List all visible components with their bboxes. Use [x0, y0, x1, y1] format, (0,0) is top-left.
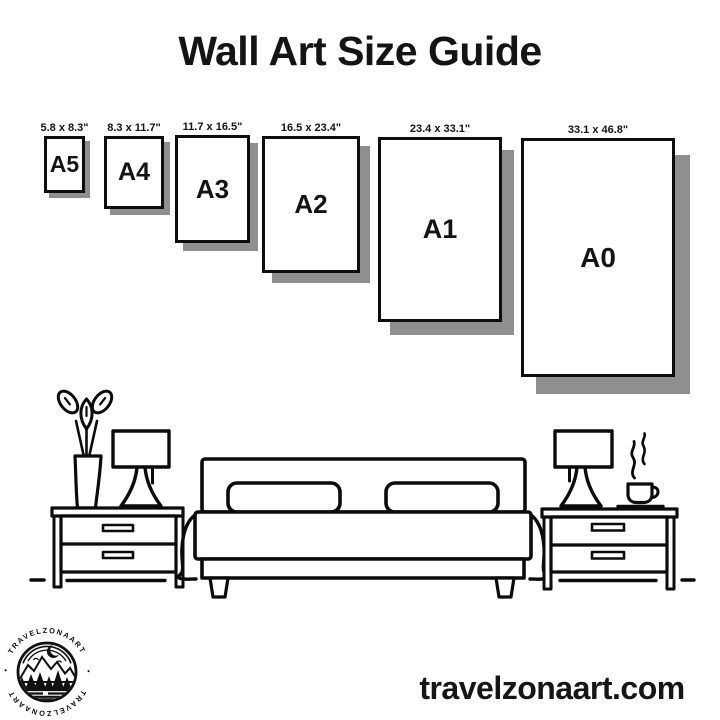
pillow-right-icon — [386, 483, 498, 512]
paper-size-a4-label: A4 — [118, 158, 150, 186]
paper-size-a0-label: A0 — [580, 241, 616, 273]
brand-logo-separator: • — [84, 669, 94, 675]
bed-icon — [178, 459, 547, 597]
steam-icon — [632, 442, 635, 479]
paper-size-a3-dimensions: 11.7 x 16.5" — [182, 121, 243, 133]
coffee-cup-icon — [618, 434, 663, 507]
paper-size-a5-label: A5 — [49, 151, 80, 177]
brand-logo — [1, 626, 93, 718]
paper-size-a3-label: A3 — [195, 173, 230, 204]
plant-vase-icon — [54, 388, 115, 508]
paper-size-a1-label: A1 — [422, 214, 458, 244]
pillow-left-icon — [228, 483, 340, 512]
table-lamp-left-icon — [113, 431, 169, 506]
brand-logo-text-bottom: TRAVELZONAART — [6, 688, 88, 719]
paper-size-a0-dimensions: 33.1 x 46.8" — [567, 124, 629, 136]
paper-size-a4-dimensions: 8.3 x 11.7" — [107, 122, 161, 134]
steam-icon — [643, 434, 645, 465]
table-lamp-right-icon — [555, 431, 612, 506]
paper-size-a2-label: A2 — [294, 189, 328, 219]
nightstand-left-icon — [52, 508, 183, 587]
paper-size-a1-dimensions: 23.4 x 33.1" — [409, 123, 471, 135]
floor-line — [31, 580, 694, 581]
nightstand-right-icon — [542, 509, 677, 589]
brand-logo-separator: • — [0, 667, 11, 672]
brand-logo-text-top: TRAVELZONAART — [6, 625, 88, 656]
paper-size-a2-dimensions: 16.5 x 23.4" — [280, 122, 342, 134]
page-title: Wall Art Size Guide — [178, 28, 542, 74]
paper-size-a5-dimensions: 5.8 x 8.3" — [40, 122, 89, 134]
website-url: travelzonaart.com — [419, 670, 685, 706]
